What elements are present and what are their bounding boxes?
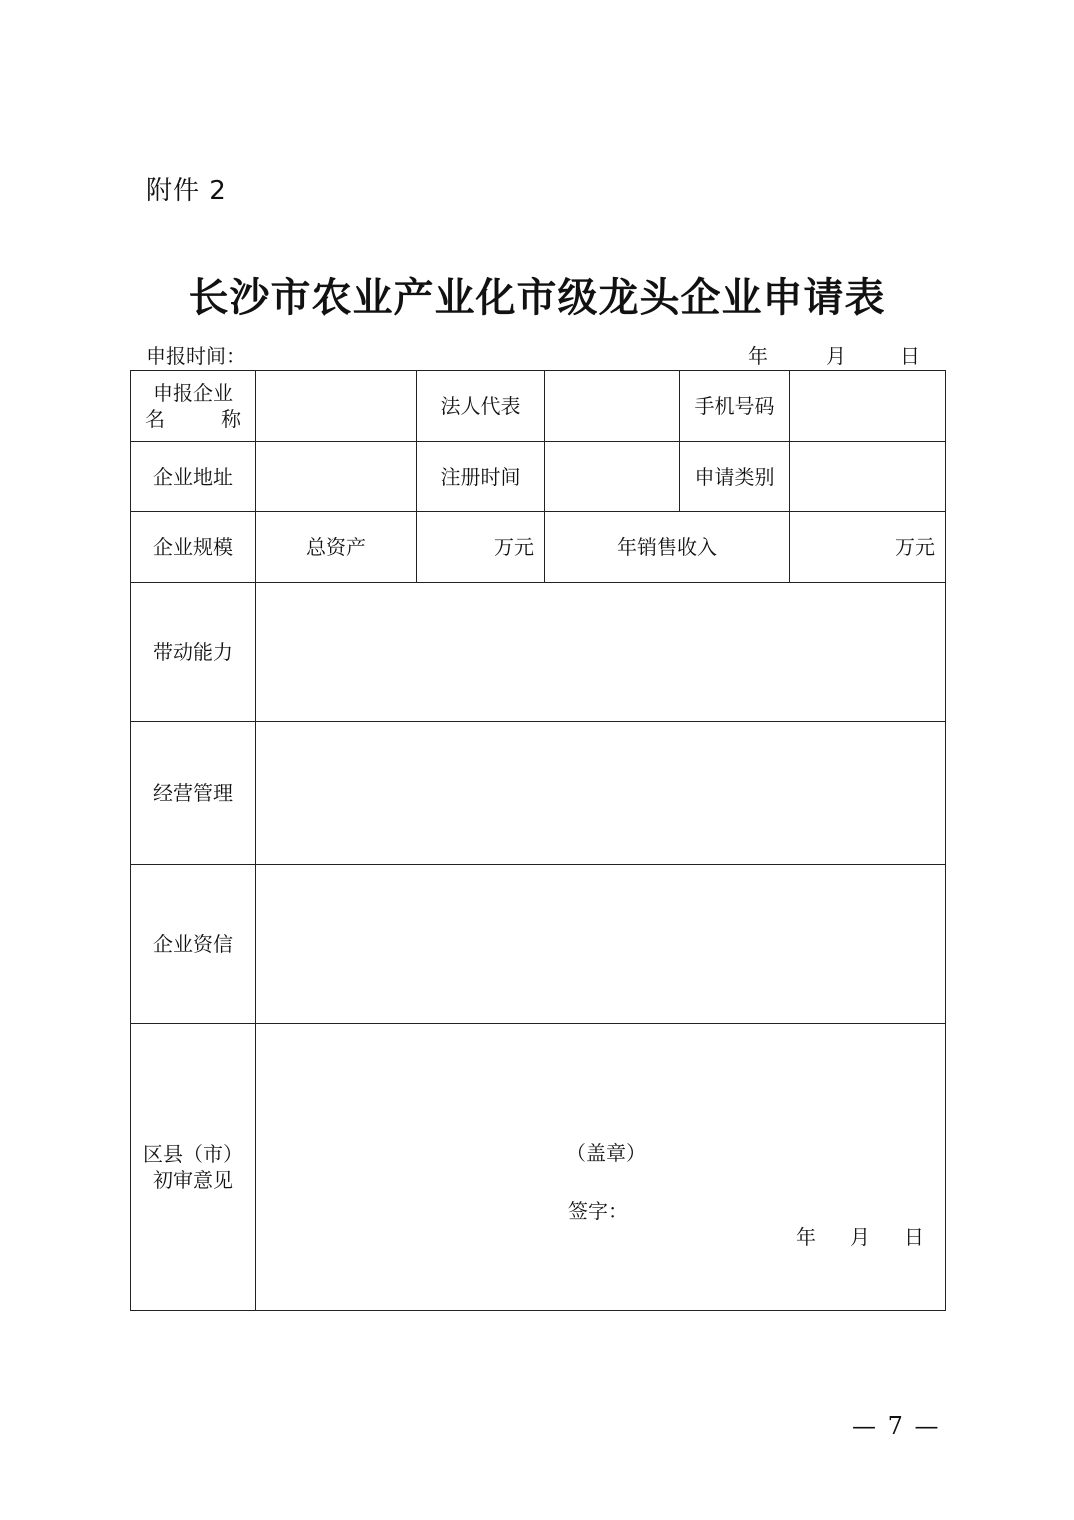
legal-rep-field[interactable] xyxy=(545,371,680,442)
header-year: 年 xyxy=(748,344,768,368)
signature-label: 签字： xyxy=(568,1199,628,1223)
report-time-label: 申报时间： xyxy=(146,344,246,368)
opinion-day: 日 xyxy=(904,1225,924,1249)
table-row xyxy=(131,371,946,442)
scale-label: 企业规模 xyxy=(131,512,256,583)
total-assets-label: 总资产 xyxy=(256,512,417,583)
opinion-year: 年 xyxy=(796,1225,816,1249)
phone-label: 手机号码 xyxy=(680,371,790,442)
driving-ability-field[interactable] xyxy=(256,583,946,722)
company-name-label-line2 xyxy=(137,406,249,432)
reg-time-label: 注册时间 xyxy=(417,442,545,512)
annual-sales-unit[interactable]: 万元 xyxy=(790,512,946,583)
page-number: — 7 — xyxy=(852,1412,941,1440)
annual-sales-label: 年销售收入 xyxy=(545,512,790,583)
driving-ability-label: 带动能力 xyxy=(131,583,256,722)
opinion-label-line2: 初审意见 xyxy=(153,1168,233,1192)
management-label: 经营管理 xyxy=(131,722,256,865)
opinion-month: 月 xyxy=(850,1225,870,1249)
table-row xyxy=(131,1024,946,1311)
credit-field[interactable] xyxy=(256,865,946,1024)
table-row xyxy=(131,512,946,583)
management-field[interactable] xyxy=(256,722,946,865)
address-label: 企业地址 xyxy=(131,442,256,512)
company-name-field[interactable] xyxy=(256,371,417,442)
table-row xyxy=(131,583,946,722)
table-row xyxy=(131,722,946,865)
header-day: 日 xyxy=(900,344,920,368)
company-name-label xyxy=(131,371,256,442)
attachment-label: 附件 2 xyxy=(146,176,227,206)
company-name-label-char2: 称 xyxy=(221,407,241,431)
application-form-table xyxy=(130,370,946,1311)
table-row xyxy=(131,865,946,1024)
phone-field[interactable] xyxy=(790,371,946,442)
total-assets-unit[interactable]: 万元 xyxy=(417,512,545,583)
seal-label: （盖章） xyxy=(566,1141,646,1165)
opinion-field[interactable] xyxy=(256,1024,946,1311)
opinion-label-line1: 区县（市） xyxy=(143,1142,243,1166)
table-row xyxy=(131,442,946,512)
address-field[interactable] xyxy=(256,442,417,512)
credit-label: 企业资信 xyxy=(131,865,256,1024)
legal-rep-label: 法人代表 xyxy=(417,371,545,442)
opinion-label xyxy=(131,1024,256,1311)
category-label: 申请类别 xyxy=(680,442,790,512)
category-field[interactable] xyxy=(790,442,946,512)
company-name-label-char1: 名 xyxy=(145,407,165,431)
company-name-label-line1: 申报企业 xyxy=(153,381,233,405)
header-month: 月 xyxy=(826,344,846,368)
page-title: 长沙市农业产业化市级龙头企业申请表 xyxy=(188,274,886,321)
reg-time-field[interactable] xyxy=(545,442,680,512)
